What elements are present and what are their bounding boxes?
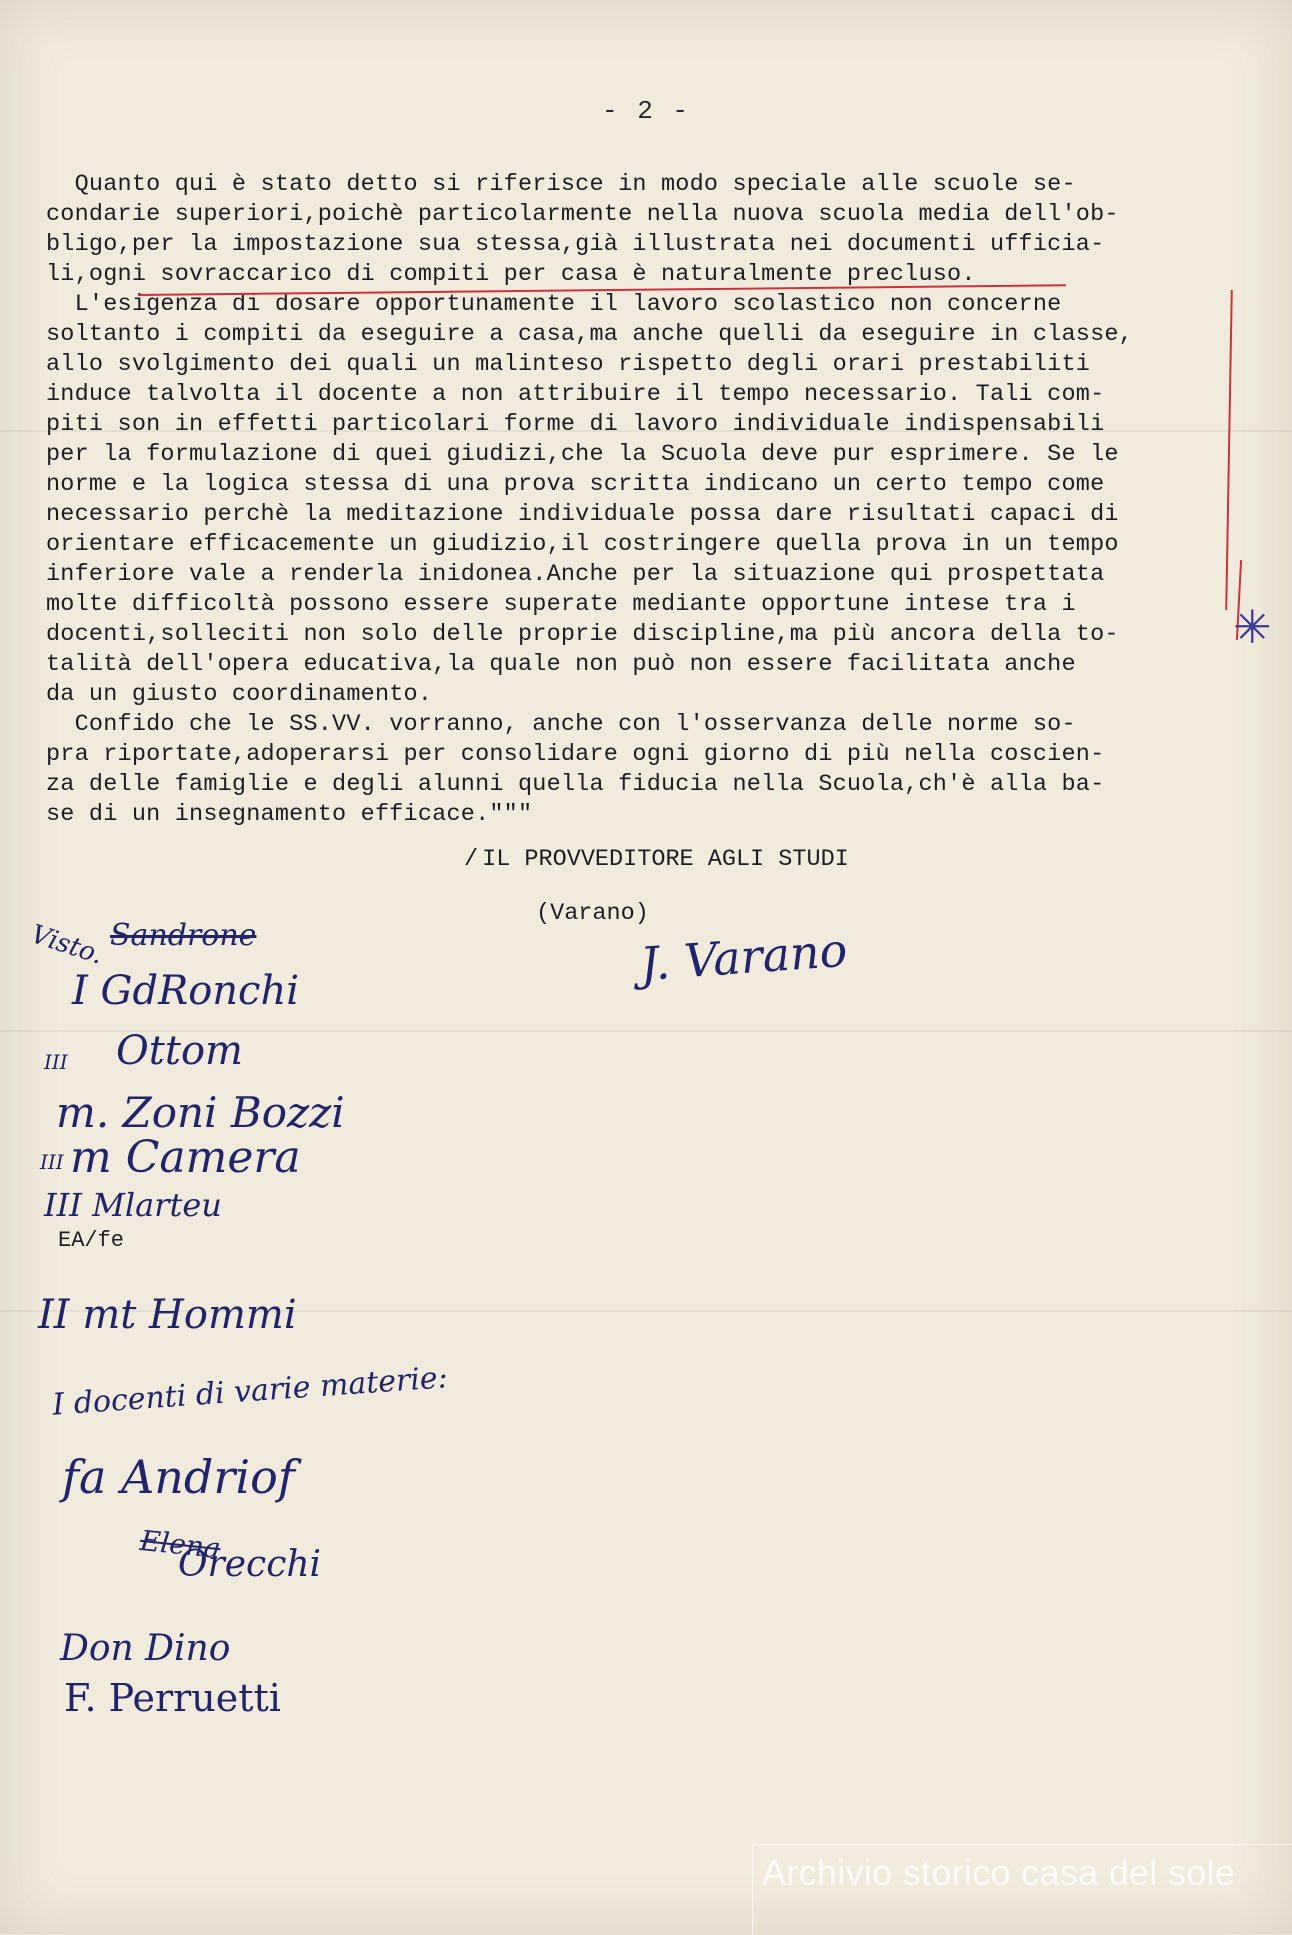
handwritten-signature: Don Dino <box>60 1628 231 1669</box>
body-line: da un giusto coordinamento. <box>46 681 433 708</box>
handwritten-signature: Sandrone <box>110 918 257 953</box>
body-line: inferiore vale a renderla inidonea.Anche per la situazione qui prospettata <box>46 561 1105 588</box>
handwritten-signature: III Mlarteu <box>44 1186 222 1224</box>
handwritten-visto: Visto. <box>27 919 107 971</box>
handwritten-signature: Ottom <box>116 1028 243 1074</box>
body-line: pra riportate,adoperarsi per consolidare ogni giorno di più nella coscien- <box>46 741 1105 768</box>
handwritten-signature: III <box>44 1050 68 1074</box>
body-line: condarie superiori,poichè particolarmente nella nuova scuola media dell'ob- <box>46 201 1119 228</box>
signatory-title-text: IL PROVVEDITORE AGLI STUDI <box>482 846 849 873</box>
handwritten-signature: F. Perruetti <box>64 1676 281 1720</box>
body-line: docenti,solleciti non solo delle proprie discipline,ma più ancora della to- <box>46 621 1119 648</box>
signatory-name: (Varano) <box>536 900 649 927</box>
handwritten-signature: Elena <box>138 1523 223 1566</box>
body-line: orientare efficacemente un giudizio,il costringere quella prova in un tempo <box>46 531 1119 558</box>
handwritten-signature: fa Andriof <box>62 1450 295 1504</box>
body-line: per la formulazione di quei giudizi,che la Scuola deve pur esprimere. Se le <box>46 441 1119 468</box>
handwritten-signature: I GdRonchi <box>72 968 299 1014</box>
handwritten-note: I docenti di varie materie: <box>51 1360 449 1423</box>
body-line: Confido che le SS.VV. vorranno, anche con l'osservanza delle norme so- <box>46 711 1076 738</box>
body-line: talità dell'opera educativa,la quale non può non essere facilitata anche <box>46 651 1076 678</box>
body-line: Quanto qui è stato detto si riferisce in modo speciale alle scuole se- <box>46 171 1076 198</box>
letter-body <box>46 170 1236 830</box>
body-line: induce talvolta il docente a non attribuire il tempo necessario. Tali com- <box>46 381 1105 408</box>
handwritten-signature-provveditore: J. Varano <box>638 922 849 992</box>
body-line: allo svolgimento dei quali un malinteso rispetto degli orari prestabiliti <box>46 351 1091 378</box>
handwritten-signature: III <box>40 1150 64 1174</box>
body-line: piti son in effetti particolari forme di lavoro individuale indispensabili <box>46 411 1105 438</box>
handwritten-signature: II mt Hommi <box>38 1292 297 1338</box>
body-line: soltanto i compiti da eseguire a casa,ma anche quelli da eseguire in classe, <box>46 321 1133 348</box>
page-number: - 2 - <box>601 96 690 126</box>
body-line: li,ogni sovraccarico di compiti per casa è naturalmente precluso. <box>46 261 976 288</box>
body-line: za delle famiglie e degli alunni quella fiducia nella Scuola,ch'è alla ba- <box>46 771 1105 798</box>
asterisk-mark-icon: ✳ <box>1233 600 1272 654</box>
body-line: bligo,per la impostazione sua stessa,già illustrata nei documenti ufficia- <box>46 231 1105 258</box>
reference-code: EA/fe <box>58 1228 125 1253</box>
body-line: molte difficoltà possono essere superate mediante opportune intese tra i <box>46 591 1076 618</box>
handwritten-signature: Orecchi <box>178 1544 322 1585</box>
handwritten-signature: m. Zoni Bozzi <box>56 1088 345 1137</box>
body-line: norme e la logica stessa di una prova scritta indicano un certo tempo come <box>46 471 1105 498</box>
signatory-title: / IL PROVVEDITORE AGLI STUDI <box>464 846 849 873</box>
handwritten-signature: m Camera <box>70 1132 301 1183</box>
body-line: necessario perchè la meditazione individuale possa dare risultati capaci di <box>46 501 1119 528</box>
body-line: L'esigenza di dosare opportunamente il lavoro scolastico non concerne <box>46 291 1062 318</box>
archive-watermark: Archivio storico casa del sole <box>762 1852 1236 1893</box>
body-line: se di un insegnamento efficace.""" <box>46 801 533 828</box>
